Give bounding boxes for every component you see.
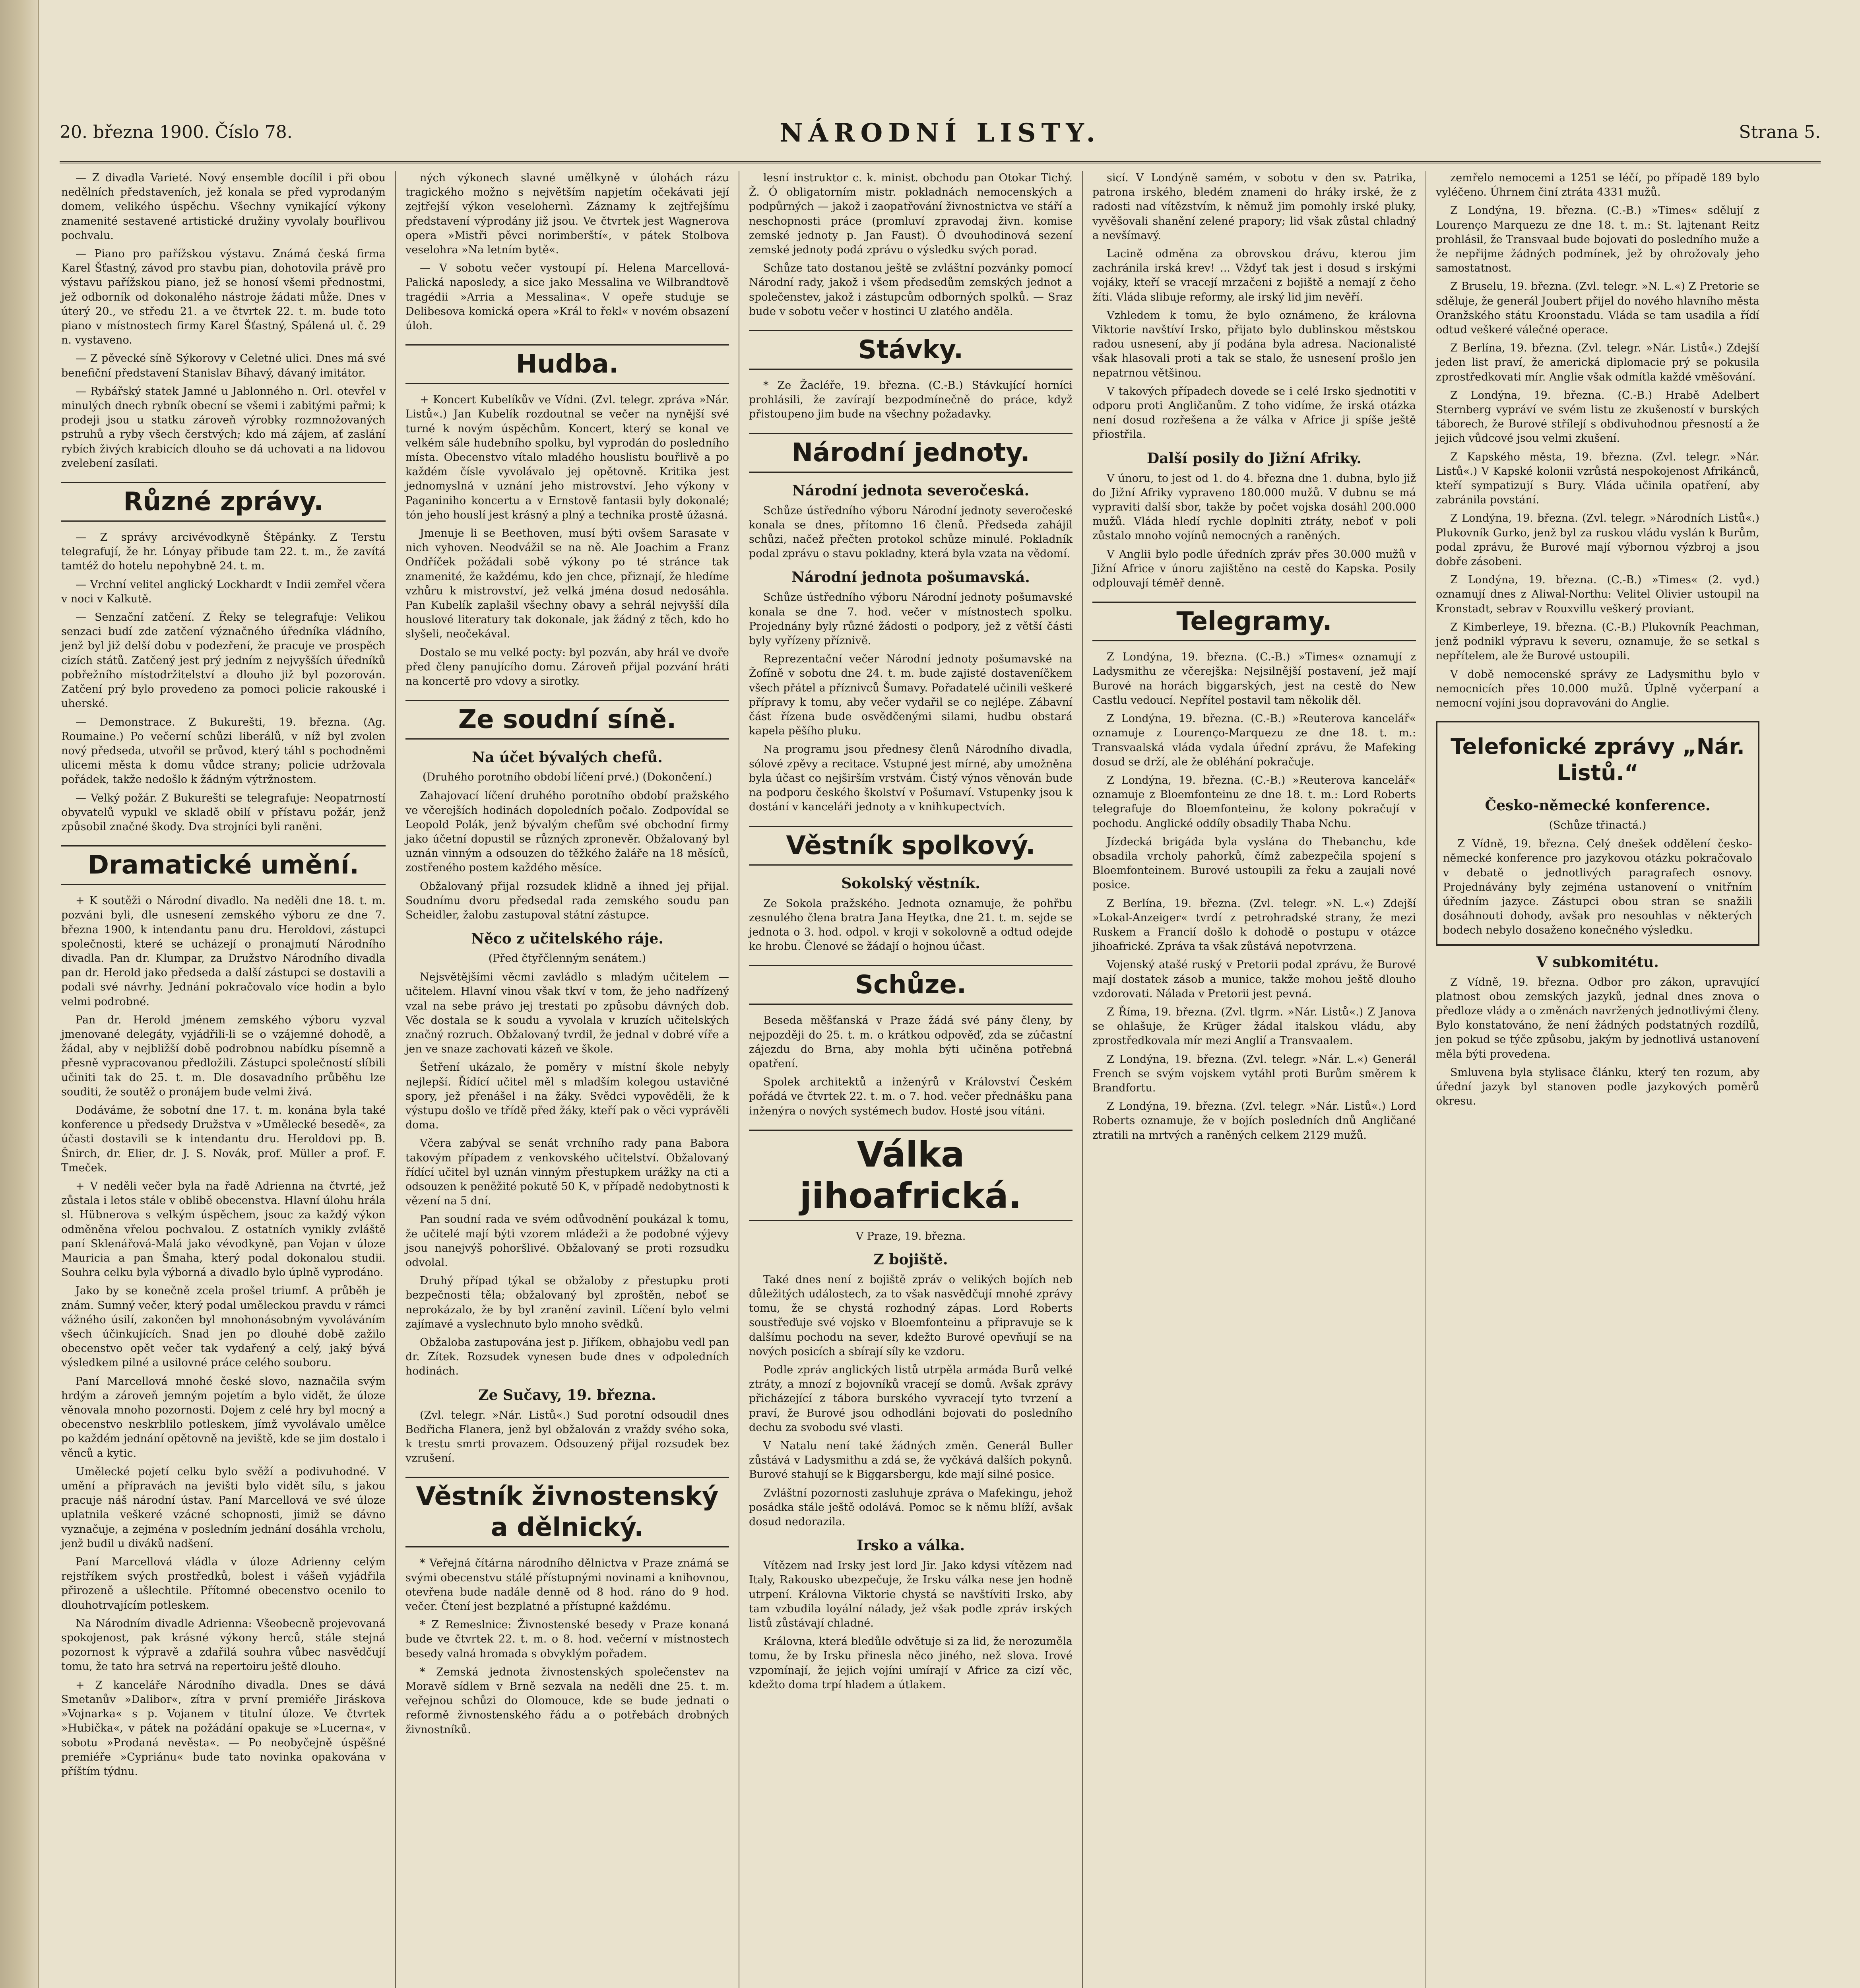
binding-gutter: [0, 0, 39, 1988]
article-heading: Na účet bývalých chefů.: [472, 749, 663, 766]
article-paragraph: Z Kimberleye, 19. března. (C.-B.) Plukovník Peachman, jenž podnikl výpravu k severu, oznamuje, že se setkal s nepřítelem, ale že Burové ustoupili.: [1436, 621, 1759, 662]
telephone-news-box: [1436, 721, 1759, 945]
article-paragraph: Šetření ukázalo, že poměry v místní škole nebyly nejlepší. Řídící učitel měl s mladším kolegou ustavičné spory, jež přenášel i na žáky. Svědci vypověděli, že k výstupu došlo ve třídě před žáky, kteří pak o věci vyprávěli doma.: [405, 1061, 729, 1132]
article-paragraph: Vítězem nad Irsky jest lord Jir. Jako kdysi vítězem nad Italy, Rakousko ubezpečuje, že Irsku válka nese jen hodně utrpení. Královna Viktorie chystá se navštíviti Irsko, aby tam vzbudila loyální nálady, jež však podle zpráv irských listů zůstávají chladné.: [749, 1559, 1073, 1629]
article-note: V Praze, 19. března.: [855, 1230, 966, 1242]
box-title: Telefonické zprávy „Nár. Listů.“: [1451, 734, 1745, 786]
page-number: Strana 5.: [1739, 122, 1821, 142]
article-heading: V subkomitétu.: [1536, 953, 1659, 971]
article-paragraph: V únoru, to jest od 1. do 4. března dne 1. dubna, bylo již do Jižní Afriky vypraveno 180.000 mužů. V dubnu se má vypraviti další sbor, takže by počet vojska dosáhl 200.000 mužů. Vláda hledí rychle doplniti ztráty, neboť v poli zůstalo mnoho vojínů nemocných a raněných.: [1092, 472, 1416, 542]
section-heading: Věstník živnostenský a dělnický.: [405, 1477, 729, 1547]
article-paragraph: Z Bruselu, 19. března. (Zvl. telegr. »N. L.«) Z Pretorie se sděluje, že generál Joubert přijel do nového hlavního města Oranžského státu Kroonstadu. Vláda se tam usadila a řídí odtud veškeré válečné operace.: [1436, 280, 1759, 336]
article-note: (Před čtyřčlenným senátem.): [488, 952, 646, 965]
article-paragraph: Vojenský atašé ruský v Pretorii podal zprávu, že Burové mají dostatek zásob a munice, takže mohou ještě dlouho vzdorovati. Nálada v Pretorii jest pevná.: [1092, 959, 1416, 1000]
article-paragraph: Jmenuje li se Beethoven, musí býti ovšem Sarasate v nich vyhoven. Neodvážil se na ně. Ale Joachim a Franz Ondříček požádali sobě výkony po té stránce tak znamenité, že každému, kdo jen chce, přiznají, že hledíme vzhůru k mistrovství, jež velká jména dosud nedosáhla. Pan Kubelík zaplašil všechny obavy a sehrál nejvyšší díla houslové literatury tak dokonale, jak žádný z těch, kdo ho slyšeli, neočekával.: [405, 527, 729, 641]
article-paragraph: + V neděli večer byla na řadě Adrienna na čtvrté, jež zůstala i letos stále v oblibě obecenstva. Hlavní úlohu hrála sl. Hübnerova s velkým úspěchem, jsouc za každý výkon odměněna vřelou pochvalou. Z ostatních vynikly zvláště paní Sklenářová-Malá jako vévodkyně, pan Vojan v úloze Mauricia a pan Šmaha, který podal dokonalou studii. Souhra celku byla výborná a divadlo bylo úplně vyprodáno.: [61, 1180, 386, 1279]
section-heading: Stávky.: [749, 330, 1073, 370]
article-heading: Národní jednota pošumavská.: [791, 569, 1030, 586]
article-paragraph: Z Londýna, 19. března. (C.-B.) »Reuterova kancelář« oznamuje z Bloemfonteinu ze dne 18. t. m.: Lord Roberts telegrafuje do Bloemfonteinu, že kolony pokračují v pochodu. Anglické oddíly obsadily Thaba Nchu.: [1092, 774, 1416, 830]
article-paragraph: Jako by se konečně zcela prošel triumf. A průběh je znám. Sumný večer, který podal uměleckou pravdu v rámci vážného úsilí, zakončen byl mnohonásobným vyvoláváním všech účinkujících. Snad jen po dlouhé době zažilo obecenstvo opět večer tak vydařený a celý, jaký bývá výsledkem pilné a usilovné práce celého souboru.: [61, 1285, 386, 1369]
article-paragraph: — Vrchní velitel anglický Lockhardt v Indii zemřel včera v noci v Kalkutě.: [61, 578, 386, 605]
section-heading: Ze soudní síně.: [405, 700, 729, 740]
article-paragraph: Schůze ústředního výboru Národní jednoty severočeské konala se dnes, přítomno 16 členů. Předseda zahájil schůzi, načež přečten protokol schůze minulé. Pokladník podal zprávu o stavu pokladny, která byla vzata na vědomí.: [749, 504, 1073, 560]
article-paragraph: * Veřejná čítárna národního dělnictva v Praze známá se svými obecenstvu stálé přístupnými novinami a knihovnou, otevřena bude nadále denně od 8 hod. ráno do 9 hod. večer. Čtení jest bezplatné a přístupné každému.: [405, 1557, 729, 1613]
article-paragraph: V Natalu není také žádných změn. Generál Buller zůstává v Ladysmithu a zdá se, že vyčkává dalších pokynů. Burové stahují se k Biggarsbergu, kde mají silné posice.: [749, 1439, 1073, 1481]
issue-date: 20. března 1900. Číslo 78.: [60, 122, 293, 142]
article-paragraph: V době nemocenské správy ze Ladysmithu bylo v nemocnicích přes 10.000 mužů. Úplně vyčerpaní a nemocní vojíni jsou dopravováni do Anglie.: [1436, 668, 1759, 709]
section-heading: Různé zprávy.: [61, 482, 386, 522]
article-paragraph: Umělecké pojetí celku bylo svěží a podivuhodné. V umění a přípravách na jevišti bylo vidět sílu, s jakou pracuje náš národní ústav. Paní Marcellová ve své úloze uplatnila veškeré vzácné schopnosti, jimiž se dávno vyznačuje, a zejména v posledním jednání dosáhla vrcholu, jenž budil u diváků nadšení.: [61, 1465, 386, 1550]
article-paragraph: Nejsvětějšími věcmi zavládlo s mladým učitelem — učitelem. Hlavní vinou však tkví v tom, že jeho nadřízený vzal na sebe právo jej trestati po způsobu dávných dob. Věc dostala se k soudu a vyvolala v kruzích učitelských značný rozruch. Obžalovaný tvrdil, že jednal v dobré víře a jen ve snaze zachovati kázeň ve škole.: [405, 971, 729, 1056]
column-1: [52, 171, 395, 1988]
newspaper-title: NÁRODNÍ LISTY.: [780, 118, 1101, 148]
article-paragraph: — Z správy arcivévodkyně Štěpánky. Z Terstu telegrafují, že hr. Lónyay přibude tam 22. t. m., že zavítá tamtéž do hotelu nepohybně 24. t. m.: [61, 531, 386, 573]
article-heading: Národní jednota severočeská.: [792, 482, 1030, 499]
article-paragraph: — Piano pro pařížskou výstavu. Známá česká firma Karel Šťastný, závod pro stavbu pian, dohotovila právě pro výstavu pařížskou piano, jež se honosí všemi přednostmi, jež odborník od dokonalého nástroje žádati může. Dnes v úterý 20., ve středu 21. a ve čtvrtek 22. t. m. bude toto piano v místnostech firmy Karel Šťastný, Spálená ul. č. 29 n. vystaveno.: [61, 248, 386, 347]
article-paragraph: Pan dr. Herold jménem zemského výboru vyzval jmenované delegáty, vyjádřili-li se o vzájemné dohodě, a žádal, aby v nejbližší době podrobnou nabídku písemně a přesně vypracovanou předložili. Zástupci společností slíbili učiniti tak do 25. t. m. Dle dosavadního průběhu lze souditi, že soutěž o pronájem bude velmi živá.: [61, 1013, 386, 1098]
column-4: [1082, 171, 1426, 1988]
article-paragraph: sicí. V Londýně samém, v sobotu v den sv. Patrika, patrona irského, bledém znameni do hráky irské, že z radosti nad vítězstvím, k němuž jim pomohly irské pluky, vyvěšovali shanění zelené prapory; lid však zůstal chladný a nevšímavý.: [1092, 172, 1416, 242]
article-heading: Z bojiště.: [873, 1251, 948, 1268]
article-paragraph: Paní Marcellová vládla v úloze Adrienny celým rejstříkem svých prostředků, bolest i vášeň vyjádřila přirozeně a ušlechtile. Přítomné obecenstvo ocenilo to dlouhotrvajícím potleskem.: [61, 1556, 386, 1611]
article-paragraph: Reprezentační večer Národní jednoty pošumavské na Žofíně v sobotu dne 24. t. m. bude zajisté dostaveníčkem všech přátel a příznivců Šumavy. Pořadatelé učinili veškeré přípravy k tomu, aby večer vydařil se co nejlépe. Zábavní část řízena bude osvědčenými silami, hudbu obstará kapela pěšího pluku.: [749, 653, 1073, 738]
article-paragraph: V takových případech dovede se i celé Irsko sjednotiti v odporu proti Angličanům. Z toho vidíme, že irská otázka není dosud rozřešena a že válka v Africe ji spíše ještě přiostřila.: [1092, 385, 1416, 441]
article-paragraph: * Z Remeslnice: Živnostenské besedy v Praze konaná bude ve čtvrtek 22. t. m. o 8. hod. večerní v místnostech besedy valná hromada s obvyklým pořadem.: [405, 1619, 729, 1660]
article-paragraph: V Anglii bylo podle úředních zpráv přes 30.000 mužů v Jižní Africe v únoru zajištěno na cestě do Kapska. Posily odplouvají téměř denně.: [1092, 548, 1416, 590]
article-paragraph: Z Londýna, 19. března. (Zvl. telegr. »Národních Listů«.) Plukovník Gurko, jenž byl za ruskou vládu vyslán k Burům, podal zprávu, že Burové mají výbornou výzbroj a jsou dobře zásobeni.: [1436, 512, 1759, 568]
box-note: (Schůze třinactá.): [1549, 819, 1647, 832]
column-5: [1426, 171, 1769, 1988]
article-paragraph: Ze Sokola pražského. Jednota oznamuje, že pohřbu zesnulého člena bratra Jana Heytka, dne 21. t. m. sejde se jednota o 3. hod. odpol. v kroji v sokolovně a odtud odejde ke hrobu. Členové se žádají o hojnou účast.: [749, 897, 1073, 953]
article-paragraph: — Senzační zatčení. Z Řeky se telegrafuje: Velikou senzaci budí zde zatčení význačného úředníka vládního, jenž byl již delší dobu v podezření, že pracuje ve prospěch cizích států. Zatčený jest prý jedním z nejvyšších úředníků pobřežního místodržitelství a dlouho již byl pozorován. Zatčení prý bylo provedeno za pomoci policie rakouské i uherské.: [61, 611, 386, 710]
article-paragraph: Obžalovaný přijal rozsudek klidně a ihned jej přijal. Soudnímu dvoru předsedal rada zemského soudu pan Scheidler, žalobu zastupoval státní zástupce.: [405, 880, 729, 921]
section-heading: Národní jednoty.: [749, 433, 1073, 473]
article-paragraph: Smluvena byla stylisace článku, který ten rozum, aby úřední jazyk byl stanoven podle jazykových poměrů okresu.: [1436, 1066, 1759, 1108]
article-paragraph: Podle zpráv anglických listů utrpěla armáda Burů velké ztráty, a mnozí z bojovníků vracejí se domů. Avšak zprávy přicházející z tábora burského vyvracejí tyto tvrzení a praví, že Burové jsou odhodláni bojovati do posledního dechu za svobodu své vlasti.: [749, 1363, 1073, 1434]
article-paragraph: Z Kapského města, 19. března. (Zvl. telegr. »Nár. Listů«.) V Kapské kolonii vzrůstá nespokojenost Afrikánců, kteří sympatizují s Bury. Vláda učinila opatření, aby zabránila povstání.: [1436, 450, 1759, 507]
article-paragraph: Vzhledem k tomu, že bylo oznámeno, že královna Viktorie navštíví Irsko, přijato bylo dublinskou městskou radou usnesení, aby jí podána byla adresa. Nacionalisté však hlasovali proti a tak se stalo, že usnesení prošlo jen nepatrnou většinou.: [1092, 309, 1416, 379]
article-paragraph: Z Londýna, 19. března. (Zvl. telegr. »Nár. Listů«.) Lord Roberts oznamuje, že v bojích posledních dnů Angličané ztratili na mrtvých a raněných celkem 2129 mužů.: [1092, 1100, 1416, 1142]
article-paragraph: (Zvl. telegr. »Nár. Listů«.) Sud porotní odsoudil dnes Bedřicha Flanera, jenž byl obžalován z vraždy svého soka, k trestu smrti provazem. Odsouzený přijal rozsudek bez vzrušení.: [405, 1409, 729, 1465]
article-paragraph: Z Vídně, 19. března. Odbor pro zákon, upravující platnost obou zemských jazyků, jednal dnes znova o předloze vlády a o změnách navržených jednotlivými členy. Bylo konstatováno, že není žádných podstatných rozdílů, jen pokud se týče způsobu, jakým by jednotlivá ustanovení měla býti provedena.: [1436, 976, 1759, 1060]
article-paragraph: Na programu jsou přednesy členů Národního divadla, sólové zpěvy a recitace. Vstupné jest mírné, aby umožněna byla účast co nejširším vrstvám. Čistý výnos věnován bude na podporu českého školství v Pošumaví. Vstupenky jsou k dostání v kanceláři jednoty a v knihkupectvích.: [749, 743, 1073, 813]
article-paragraph: + K soutěži o Národní divadlo. Na neděli dne 18. t. m. pozváni byli, dle usnesení zemského výboru ze dne 7. března 1900, k intendantu panu dru. Heroldovi, zástupci společnosti, které se ucházejí o pronajmutí Národního divadla. Pan dr. Klumpar, za Družstvo Národního divadla pan dr. Herold jako předseda a další zástupci se dostavili a podali své návrhy. Jednání pokračovalo více hodin a bylo velmi podrobné.: [61, 895, 386, 1008]
article-paragraph: Královna, která bledůle odvětuje si za lid, že nerozuměla tomu, že by Irsku přinesla něco jiného, než slova. Irové vzpomínají, že jejich vojíni umírají v Africe za cizí věc, kdežto doma trpí hladem a útlakem.: [749, 1635, 1073, 1691]
article-paragraph: lesní instruktor c. k. minist. obchodu pan Otokar Tichý. Ž. Ó obligatorním mistr. pokladnách nemocenských a podpůrných — jakož i zaopatřování živnostnictva ve stáří a neschopnosti práce (promluví zpravodaj živn. komise zemské jednoty p. Jan Faust). Ó dvouhodinová sezení zemské jednoty podá zprávu o výsledku svých porad.: [749, 172, 1073, 256]
article-paragraph: — Rybářský statek Jamné u Jablonného n. Orl. otevřel v minulých dnech rybník obecní se všemi i zabitými pařmi; k prodeji jsou u statku zároveň výrobky rozmnožovaných pstruhů a ryby všech čerstvých; kdo má zájem, ať zaslání rybích živých krabicích dlouho se dá uchovati a na lidovou zvelebení zasílati.: [61, 385, 386, 470]
article-paragraph: Z Londýna, 19. března. (C.-B.) »Times« (2. vyd.) oznamují dnes z Aliwal-Northu: Velitel Olivier ustoupil na Kronstadt, sebrav v Rouxvillu veškerý proviant.: [1436, 574, 1759, 615]
article-paragraph: Včera zabýval se senát vrchního rady pana Babora takovým případem z venkovského učitelství. Obžalovaný řídící učitel byl uznán vinným přestupkem urážky na cti a odsouzen k peněžité pokutě 50 K, v případě nedobytnosti k vězení na 5 dní.: [405, 1137, 729, 1208]
article-note: (Druhého porotního období líčení prvé.) (Dokončení.): [422, 771, 712, 784]
article-paragraph: Beseda měšťanská v Praze žádá své pány členy, by nejpozději do 25. t. m. o krátkou odpověď, zda se zúčastní zájezdu do Brna, aby mohla býti učiněna potřebná opatření.: [749, 1014, 1073, 1070]
article-paragraph: Lacině odměna za obrovskou drávu, kterou jim zachránila irská krev! ... Vždyť tak jest i dosud s irskými vojáky, kteří se vracejí mrzačeni z bojiště a nemají z čeho žíti. Vláda slibuje reformy, ale irský lid jim nevěří.: [1092, 248, 1416, 303]
article-paragraph: Z Londýna, 19. března. (C.-B.) »Times« sdělují z Lourenço Marquezu ze dne 18. t. m.: St. lajtenant Reitz prohlásil, že Transvaal bude bojovati do posledního muže a že nepřijme žádných podmínek, jež by ohrožovaly jeho samostatnost.: [1436, 204, 1759, 275]
column-3: [739, 171, 1082, 1988]
article-paragraph: Dodáváme, že sobotní dne 17. t. m. konána byla také konference u předsedy Družstva v »Umělecké besedě«, za účasti dostavili se k intendantu dru. Heroldovi pp. B. Šnirch, dr. Elier, dr. J. S. Novák, prof. Müller a prof. F. Tmeček.: [61, 1104, 386, 1174]
article-paragraph: Z Londýna, 19. března. (C.-B.) Hrabě Adelbert Sternberg vypráví ve svém listu ze zkušeností v burských táborech, že Burové střílejí s obdivuhodnou přesností a že jejich vůdcové jsou velmi zkušení.: [1436, 389, 1759, 445]
article-paragraph: — Demonstrace. Z Bukurešti, 19. března. (Ag. Roumaine.) Po večerní schůzi liberálů, v níž byl zvolen nový předseda, utvořil se průvod, který táhl s pochodněmi ulicemi města k domu vůdce strany; policie udržovala pořádek, takže nedošlo k žádným výtržnostem.: [61, 716, 386, 786]
article-heading: Sokolský věstník.: [841, 875, 980, 892]
article-paragraph: Schůze tato dostanou ještě se zvláštní pozvánky pomocí Národní rady, jakož i všem předsedům zemských jednot a společenstev, jakož i zástupcům odborných spolků. — Sraz bude v sobotu večer v hostinci U zlatého anděla.: [749, 262, 1073, 318]
section-heading: Telegramy.: [1092, 602, 1416, 641]
article-paragraph: Paní Marcellová mnohé české slovo, naznačila svým hrdým a zároveň jemným pojetím a bylo vidět, že úloze věnovala mnoho pozornosti. Dojem z celé hry byl mocný a obecenstvo neskrblilo potleskem, jímž vyvolávalo umělce po každém jednání opětovně na jeviště, kde se jim dostalo i věnců a kytic.: [61, 1375, 386, 1460]
article-paragraph: ných výkonech slavné umělkyně v úlohách rázu tragického možno s největším napjetím očekávati její zejtřejší výkon veselohernì. Záznamy k zejtřejšímu představení výprodány již jsou. Ve čtvrtek jest Wagnerova opera »Mistři pěvci norimberští«, v pátek Stolbova veselohra »Na letním bytě«.: [405, 172, 729, 256]
article-paragraph: Zahajovací líčení druhého porotního období pražského ve včerejších hodinách dopoledních počalo. Zodpovídal se Leopold Polák, jenž bývalým chefům své obchodní firmy jako účetní dopustil se různých zpronevěr. Obžalovaný byl uznán vinným a odsouzen do těžkého žaláře na 18 měsíců, zostřeného postem každého měsíce.: [405, 790, 729, 874]
article-paragraph: Dostalo se mu velké pocty: byl pozván, aby hrál ve dvoře před členy panujícího domu. Zároveň přijal pozvání hráti na koncertě pro vdovy a sirotky.: [405, 646, 729, 688]
article-paragraph: zemřelo nemocemi a 1251 se léčí, po případě 189 bylo vyléčeno. Úhrnem činí ztráta 4331 mužů.: [1436, 172, 1759, 199]
article-heading: Něco z učitelského ráje.: [471, 930, 663, 947]
article-paragraph: * Zemská jednota živnostenských společenstev na Moravě sídlem v Brně sezvala na neděli dne 25. t. m. veřejnou schůzi do Olomouce, kde se bude jednati o reformě živnostenského řádu a o potřebách drobných živnostníků.: [405, 1666, 729, 1736]
section-heading: Věstník spolkový.: [749, 826, 1073, 866]
article-paragraph: — Z pěvecké síně Sýkorovy v Celetné ulici. Dnes má své benefiční představení Stanislav Bíhavý, dávaný imitátor.: [61, 352, 386, 379]
article-paragraph: Pan soudní rada ve svém odůvodnění poukázal k tomu, že učitelé mají býti vzorem mládeži a že podobné výjevy jsou nanejvýš pohoršlivé. Obžalovaný se proti rozsudku odvolal.: [405, 1213, 729, 1269]
article-paragraph: Obžaloba zastupována jest p. Jiříkem, obhajobu vedl pan dr. Zítek. Rozsudek vynesen bude dnes v odpoledních hodinách.: [405, 1336, 729, 1378]
article-paragraph: + Koncert Kubelíkův ve Vídni. (Zvl. telegr. zpráva »Nár. Listů«.) Jan Kubelík rozdoutnal se večer na nynější své turné k novým úspěchům. Koncert, který se konal ve velkém sále hudebního spolku, byl vyprodán do posledního místa. Obecenstvo vítalo mladého houslistu bouřlivě a po každém čísle vyvolávalo jej opětovně. Kritika jest jednomyslná v uznání jeho mistrovství. Jeho výkony v Paganiniho koncertu a v Ernstově fantasii byly dokonalé; tón jeho houslí jest krásný a plný a technika prostě úžasná.: [405, 394, 729, 521]
article-paragraph: — Z divadla Varieté. Nový ensemble docílil i při obou nedělních představeních, jež konala se před vyprodaným domem, velikého úspěchu. Všechny vynikající výkony znamenité sestavené artistické družiny vyvolaly bouřlivou pochvalu.: [61, 172, 386, 242]
box-subtitle: Česko-německé konference.: [1485, 797, 1711, 814]
article-paragraph: Z Londýna, 19. března. (C.-B.) »Times« oznamují z Ladysmithu ze včerejška: Nejsilnější postavení, jež mají Burové na horách biggarských, jest na cestě do New Castlu vedoucí. Nepřítel postavil tam několik děl.: [1092, 651, 1416, 707]
article-paragraph: Zvláštní pozornosti zasluhuje zpráva o Mafekingu, jehož posádka stále ještě odolává. Pomoc se k němu blíží, avšak dosud nedorazila.: [749, 1487, 1073, 1528]
page-header: [60, 113, 1821, 163]
section-heading: Hudba.: [405, 344, 729, 384]
article-paragraph: + Z kanceláře Národního divadla. Dnes se dává Smetanův »Dalibor«, zítra v první premiéře Jiráskova »Vojnarka« s p. Vojanem v titulní úloze. Ve čtvrtek »Hubička«, v pátek na požádání opakuje se »Lucerna«, v sobotu »Prodaná nevěsta«. — Po neobyčejně úspěšné premiéře »Cypriánu« bude tato novinka opakována v příštím týdnu.: [61, 1679, 386, 1778]
article-paragraph: Z Berlína, 19. března. (Zvl. telegr. »Nár. Listů«.) Zdejší jeden list praví, že americká diplomacie prý se pokusila zprostředkovati mír. Anglie však odmítla každé vměšování.: [1436, 342, 1759, 383]
section-heading: Válka jihoafrická.: [749, 1130, 1073, 1221]
article-paragraph: Spolek architektů a inženýrů v Království Českém pořádá ve čtvrtek 22. t. m. o 7. hod. večer přednášku pana inženýra o nových systémech budov. Hosté jsou vítáni.: [749, 1076, 1073, 1117]
article-paragraph: * Ze Žacléře, 19. března. (C.-B.) Stávkující horníci prohlásili, že zavírají bezpodmínečně do práce, když přistoupeno jim bude na všechny požadavky.: [749, 379, 1073, 421]
article-paragraph: Také dnes není z bojiště zpráv o velikých bojích neb důležitých událostech, za to však nasvědčují mnohé zprávy tomu, že se chystá rozhodný zápas. Lord Roberts soustřeďuje své vojsko v Bloemfonteinu a připravuje se k dalšímu pochodu na sever, kdežto Burové opevňují se na nových posicích a sbírají síly ke vzdoru.: [749, 1273, 1073, 1358]
section-heading: Schůze.: [749, 965, 1073, 1005]
article-paragraph: Z Londýna, 19. března. (Zvl. telegr. »Nár. L.«) Generál French se svým vojskem vytáhl proti Burům směrem k Brandfortu.: [1092, 1053, 1416, 1094]
article-paragraph: — Velký požár. Z Bukurešti se telegrafuje: Neopatrností obyvatelů vypukl ve skladě obilí v přístavu požár, jenž způsobil značné škody. Dva strojníci byli raněni.: [61, 792, 386, 833]
article-paragraph: — V sobotu večer vystoupí pí. Helena Marcellová-Palická naposledy, a sice jako Messalina ve Wilbrandtově tragédii »Arria a Messalina«. V opeře studuje se Delibesova komická opera »Král to řekl« v novém obsazení úloh.: [405, 262, 729, 332]
column-2: [395, 171, 739, 1988]
article-paragraph: Z Vídně, 19. března. Celý dnešek oddělení česko-německé konference pro jazykovou otázku pokračovalo v debatě o jednotlivých paragrafech osnovy. Projednávány byly zejména ustanovení o vnitřním úředním jazyce. Zástupci obou stran se snažili dosáhnouti dohody, avšak pro nesouhlas v některých bodech nebylo dosaženo konečného výsledku.: [1443, 838, 1752, 937]
article-paragraph: Schůze ústředního výboru Národní jednoty pošumavské konala se dne 7. hod. večer v místnostech spolku. Projednány byly různé žádosti o podpory, jež z větší části byly vyřízeny příznivě.: [749, 591, 1073, 647]
article-heading: Ze Sučavy, 19. března.: [478, 1386, 656, 1404]
article-paragraph: Druhý případ týkal se obžaloby z přestupku proti bezpečnosti těla; obžalovaný byl zproštěn, neboť se neprokázalo, že by byl zranění zavinil. Líčení bylo velmi zajímavé a vyslechnuto bylo mnoho svědků.: [405, 1275, 729, 1330]
article-heading: Irsko a válka.: [856, 1537, 965, 1554]
article-paragraph: Z Berlína, 19. března. (Zvl. telegr. »N. L.«) Zdejší »Lokal-Anzeiger« tvrdí z petrohradské strany, že mezi Ruskem a Francií došlo k dohodě o postupu v otázce jihoafrické. Zpráva ta však zůstává nepotvrzena.: [1092, 897, 1416, 953]
article-paragraph: Jízdecká brigáda byla vyslána do Thebanchu, kde obsadila vrcholy pahorků, čímž zabezpečila spojení s Bloemfonteinem. Burové ustoupili za řeku a zaujali nové posice.: [1092, 835, 1416, 891]
section-heading: Dramatické umění.: [61, 845, 386, 885]
article-paragraph: Z Říma, 19. března. (Zvl. tlgrm. »Nár. Listů«.) Z Janova se ohlašuje, že Krüger žádal italskou vládu, aby zprostředkovala mír mezi Anglií a Transvaalem.: [1092, 1006, 1416, 1047]
article-paragraph: Na Národním divadle Adrienna: Všeobecně projevovaná spokojenost, pak krásné výkony herců, stále stejná pozornost k výpravě a zdařilá souhra vůbec nasvědčují tomu, že tato hra setrvá na repertoiru ještě dlouho.: [61, 1617, 386, 1673]
article-heading: Další posily do Jižní Afriky.: [1147, 450, 1362, 467]
article-paragraph: Z Londýna, 19. března. (C.-B.) »Reuterova kancelář« oznamuje z Lourenço-Marquezu ze dne 18. t. m.: Transvaalská vláda vydala úřední zprávu, že Mafeking dosud se drží, ale že obléhání pokračuje.: [1092, 712, 1416, 768]
